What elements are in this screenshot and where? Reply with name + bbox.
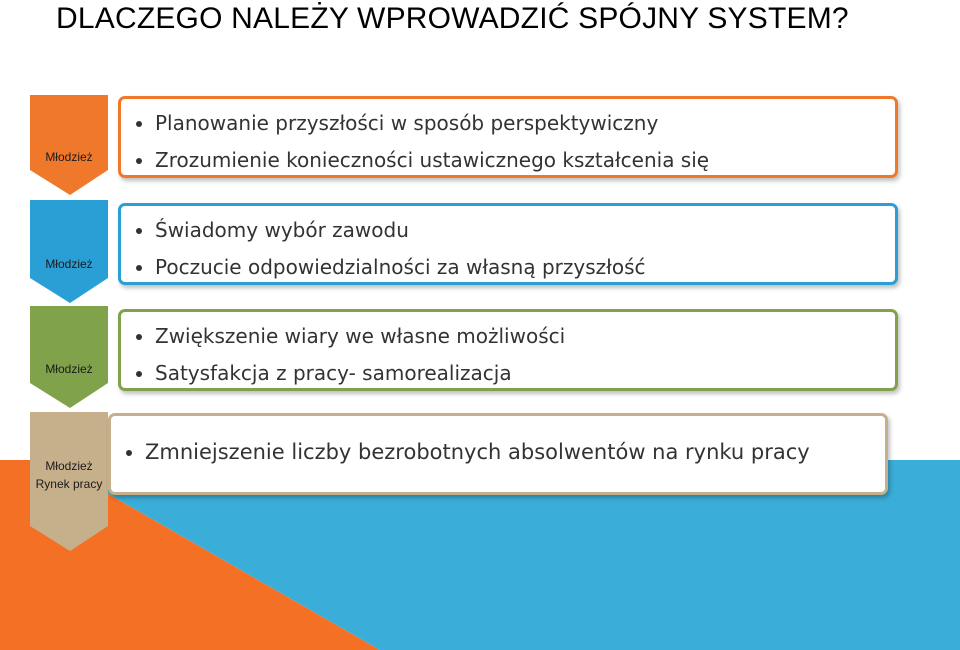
row-2-bullet-1: • Świadomy wybór zawodu: [155, 212, 895, 249]
row-2-label: Młodzież: [45, 257, 93, 271]
row-1-box: [118, 96, 898, 178]
row-4-label-2: Rynek pracy: [35, 477, 103, 491]
row-1-bullet-1: • Planowanie przyszłości w sposób perspektywiczny: [155, 105, 895, 142]
page-title: DLACZEGO NALEŻY WPROWADZIĆ SPÓJNY SYSTEM?: [56, 2, 849, 35]
row-4-box: [108, 413, 888, 495]
chevron-3: [30, 306, 108, 408]
row-3-box: [118, 309, 898, 391]
row-2-box: [118, 203, 898, 285]
row-4-bullet-1: • Zmniejszenie liczby bezrobotnych absolwentów na rynku pracy: [145, 434, 885, 471]
chevron-1: [30, 95, 108, 195]
row-3-label: Młodzież: [45, 362, 93, 376]
row-3-bullet-2: • Satysfakcja z pracy- samorealizacja: [155, 355, 895, 392]
row-2-bullet-2: • Poczucie odpowiedzialności za własną przyszłość: [155, 249, 895, 286]
row-1-label: Młodzież: [45, 150, 93, 164]
row-4-label: Młodzież: [45, 459, 93, 473]
row-1-bullet-2: • Zrozumienie konieczności ustawicznego kształcenia się: [155, 142, 895, 179]
row-3-bullet-1: • Zwiększenie wiary we własne możliwości: [155, 318, 895, 355]
chevron-2: [30, 200, 108, 303]
